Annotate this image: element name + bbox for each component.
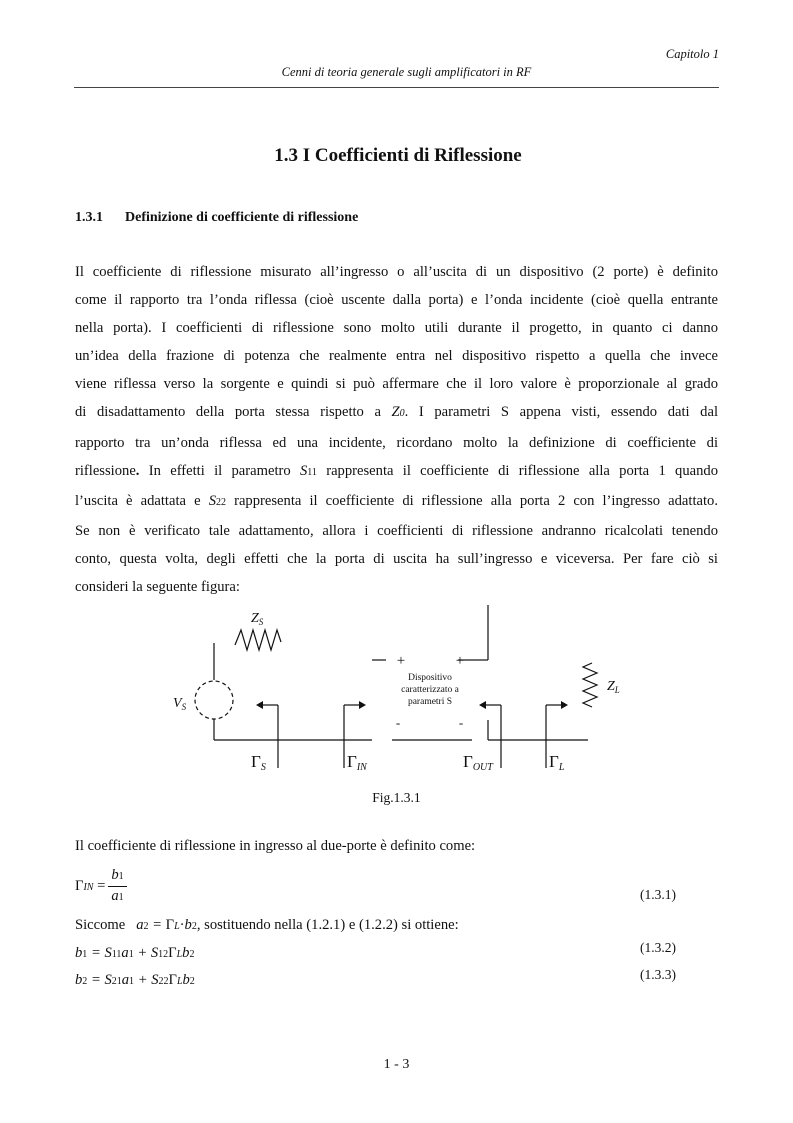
section-title: 1.3 I Coefficienti di Riflessione — [274, 145, 522, 166]
body-paragraph — [75, 258, 718, 601]
body-line: di disadattamento della porta stessa rispetto a Z0. I parametri S appena visti, essendo dati dal — [75, 404, 719, 421]
arrowhead-gamma-s — [256, 701, 263, 709]
body-line: viene riflessa verso la sorgente e quindi si può affermare che il loro valore è proporzionale al grado — [75, 376, 718, 393]
device-label-line3: parametri S — [407, 697, 453, 707]
equation-number: (1.3.2) — [640, 940, 676, 955]
equation-number: (1.3.1) — [640, 887, 676, 902]
device-label-line1: Dispositivo — [408, 673, 452, 683]
header-rule — [74, 87, 719, 88]
body-line: Il coefficiente di riflessione misurato all’ingresso o all’uscita di un dispositivo (2 porte) è definito — [75, 264, 718, 280]
equation-number: (1.3.3) — [640, 967, 676, 982]
vs-label: $V_S$ — [173, 696, 187, 712]
zs-label: $Z_S$ — [251, 611, 264, 627]
port2-minus: - — [458, 715, 464, 730]
substitution-line: Siccome a2 = ΓL·b2, sostituendo nella (1.2.1) e (1.2.2) si ottiene: — [75, 917, 459, 933]
body-line: conto, questa volta, degli effetti che la porta di uscita ha sull’ingresso e viceversa. Per fare ciò si — [75, 550, 718, 567]
body-line: Se non è verificato tale adattamento, allora i coefficienti di riflessione andranno ricalcolati tenendo — [75, 522, 718, 539]
port1-plus: + — [396, 653, 406, 669]
load-impedance-resistor — [583, 663, 597, 707]
body-line: consideri la seguente figura: — [75, 579, 240, 596]
source-impedance-resistor — [235, 630, 281, 650]
equation-1-3-1: ΓIN = $\frac{b1}{a1}$ — [75, 866, 127, 907]
body-line: nella porta). I coefficienti di riflessione sono molto utili durante il progetto, in quanto ci danno — [75, 320, 718, 337]
port1-minus: - — [395, 715, 401, 730]
voltage-source-symbol — [195, 681, 233, 719]
gamma-in-label: ΓIN — [347, 752, 367, 773]
page-number: 1 - 3 — [383, 1057, 410, 1072]
port2-plus: + — [455, 653, 465, 669]
gamma-l-label: ΓL — [549, 752, 565, 773]
gamma-out-label: ΓOUT — [463, 752, 493, 773]
body-line: rapporto tra un’onda riflessa ed una incidente, ricordano molto la definizione di coefficiente di — [75, 434, 718, 451]
running-title: Cenni di teoria generale sugli amplificatori in RF — [281, 65, 532, 79]
subsection-heading — [75, 210, 358, 226]
subsection-number: 1.3.1 — [75, 210, 103, 225]
equation-intro: Il coefficiente di riflessione in ingresso al due-porte è definito come: — [75, 838, 476, 854]
zl-label: $Z_L$ — [607, 679, 620, 695]
gamma-s-label: ΓS — [251, 752, 266, 773]
arrowhead-gamma-in — [359, 701, 366, 709]
device-label-line2: caratterizzato a — [401, 685, 459, 695]
two-port-circuit-figure — [0, 600, 793, 785]
body-line: un’idea della frazione di potenza che realmente entra nel dispositivo rispetto a quella che invece — [75, 348, 718, 365]
equation-1-3-2: b1 = S11a1 + S12ΓLb2 — [75, 945, 195, 961]
subsection-title: Definizione di coefficiente di riflessione — [125, 210, 359, 225]
body-line: l’uscita è adattata e S22 rappresenta il coefficiente di riflessione alla porta 2 con l’ingresso adattato. — [75, 492, 718, 509]
body-line: come il rapporto tra l’onda riflessa (cioè uscente dalla porta) e l’onda incidente (cioè quella entrante — [75, 292, 718, 309]
arrowhead-gamma-out — [479, 701, 486, 709]
chapter-label: Capitolo 1 — [665, 47, 719, 61]
equation-1-3-3: b2 = S21a1 + S22ΓLb2 — [75, 972, 195, 988]
arrowhead-gamma-l — [561, 701, 568, 709]
body-line: riflessione. In effetti il parametro S11 rappresenta il coefficiente di riflessione alla porta 1 quando — [75, 462, 719, 479]
figure-caption: Fig.1.3.1 — [372, 790, 421, 805]
